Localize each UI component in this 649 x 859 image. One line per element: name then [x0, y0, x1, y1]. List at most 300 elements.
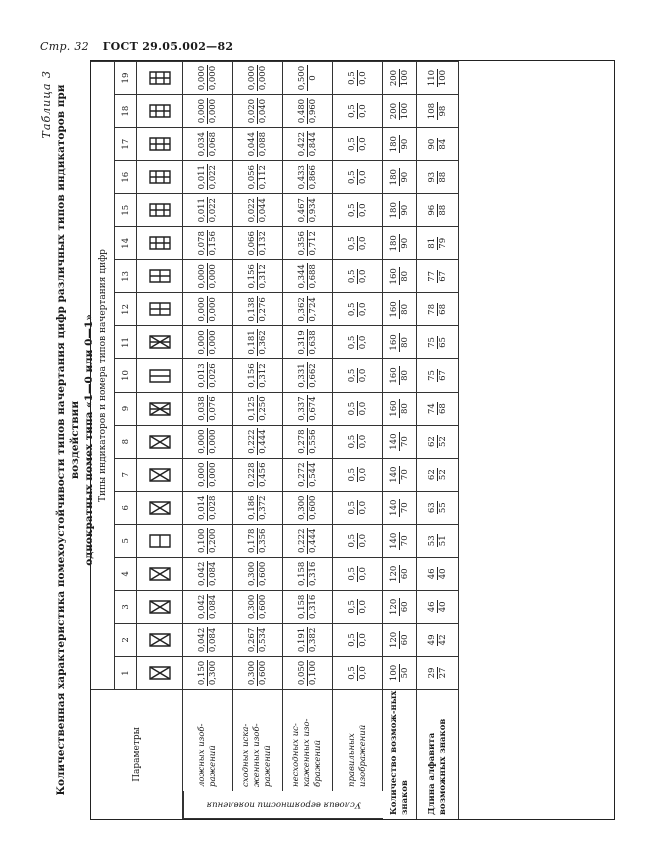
table-cell	[333, 458, 383, 491]
fraction-numerator: 0,222	[247, 429, 257, 454]
fraction-numerator: 63	[427, 502, 437, 514]
fraction-denominator: 0,000	[258, 65, 268, 91]
fraction-value	[427, 171, 448, 184]
fraction-denominator: 0,084	[208, 627, 218, 653]
fraction-numerator: 0,300	[297, 495, 307, 520]
fraction-denominator: 0,712	[308, 231, 318, 256]
fraction-denominator: 84	[438, 138, 448, 150]
page-number: Стр. 32	[40, 40, 89, 53]
column-number: 3	[115, 590, 137, 623]
table-cell	[233, 292, 283, 325]
table-cell	[383, 656, 417, 689]
fraction-denominator: 70	[400, 502, 410, 514]
table-cell	[383, 160, 417, 193]
fraction-value	[427, 336, 448, 349]
fraction-numerator: 0,5	[347, 633, 357, 647]
fraction-value	[347, 566, 368, 582]
segment-digit-icon	[137, 127, 183, 160]
fraction-value	[247, 627, 268, 653]
fraction-denominator: 40	[438, 568, 448, 580]
fraction-numerator: 0,5	[347, 302, 357, 317]
table-cell	[283, 94, 333, 127]
table-cell	[233, 557, 283, 590]
fraction-value	[197, 462, 218, 488]
fraction-numerator: 0,056	[247, 165, 257, 190]
fraction-value	[427, 102, 448, 120]
fraction-denominator: 27	[438, 667, 448, 679]
fraction-value	[297, 594, 318, 620]
fraction-value	[247, 296, 268, 322]
row-label: Длина алфавита возможных знаков	[417, 689, 459, 819]
fraction-numerator: 160	[389, 400, 399, 417]
segment-digit-icon	[137, 61, 183, 94]
fraction-value	[389, 333, 410, 351]
fraction-numerator: 81	[427, 237, 437, 249]
fraction-value	[297, 197, 318, 223]
fraction-denominator: 0,000	[208, 462, 218, 487]
fraction-value	[347, 236, 368, 252]
table-cell	[417, 358, 459, 391]
fraction-numerator: 200	[389, 102, 399, 120]
table-cell	[383, 392, 417, 425]
fraction-value	[247, 594, 268, 620]
segment-glyph	[148, 401, 172, 417]
fraction-denominator: 0,316	[308, 561, 318, 586]
row-label: Количество возмож-ных знаков	[383, 689, 417, 819]
fraction-value	[427, 600, 448, 613]
fraction-numerator: 0,5	[347, 269, 357, 284]
table-cell	[283, 491, 333, 524]
table-cell	[383, 226, 417, 259]
fraction-numerator: 0,267	[247, 627, 257, 653]
fraction-numerator: 0,066	[247, 231, 257, 256]
segment-digit-icon	[137, 94, 183, 127]
fraction-numerator: 0,038	[197, 396, 207, 421]
fraction-denominator: 68	[438, 303, 448, 315]
fraction-value	[427, 138, 448, 151]
fraction-denominator: 70	[400, 469, 410, 481]
fraction-numerator: 0,467	[297, 198, 307, 223]
fraction-value	[247, 263, 268, 289]
fraction-numerator: 0,331	[297, 363, 307, 388]
table-cell	[417, 425, 459, 458]
fraction-value	[197, 65, 218, 91]
fraction-numerator: 100	[389, 664, 399, 682]
fraction-denominator: 0,356	[258, 528, 268, 553]
fraction-denominator: 0,156	[208, 231, 218, 256]
table-cell	[333, 590, 383, 623]
table-cell	[333, 656, 383, 689]
table-cell	[383, 557, 417, 590]
fraction-value	[297, 362, 318, 388]
fraction-numerator: 0,300	[247, 660, 257, 686]
table-cell	[283, 226, 333, 259]
fraction-denominator: 79	[438, 237, 448, 249]
fraction-denominator: 0,000	[208, 429, 218, 454]
segment-digit-icon	[137, 292, 183, 325]
column-number: 5	[115, 524, 137, 557]
fraction-value	[347, 665, 368, 681]
fraction-denominator: 0,556	[308, 429, 318, 454]
fraction-denominator: 0,0	[358, 500, 368, 515]
fraction-denominator: 90	[400, 138, 410, 150]
fraction-numerator: 0,186	[247, 495, 257, 520]
fraction-denominator: 0,076	[208, 396, 218, 421]
table-cell	[383, 127, 417, 160]
table-cell	[417, 94, 459, 127]
fraction-numerator: 0,5	[347, 467, 357, 482]
table-cell	[183, 524, 233, 557]
table-cell	[283, 557, 333, 590]
table-cell	[183, 127, 233, 160]
fraction-value	[427, 69, 448, 87]
fraction-value	[197, 131, 218, 157]
fraction-denominator: 100	[400, 102, 410, 120]
table-cell	[333, 61, 383, 94]
fraction-denominator: 0,444	[258, 429, 268, 454]
table-cell	[417, 623, 459, 656]
fraction-numerator: 0,5	[347, 203, 357, 218]
column-number: 19	[115, 61, 137, 94]
fraction-numerator: 0,158	[297, 594, 307, 620]
fraction-value	[389, 201, 410, 219]
segment-glyph	[148, 632, 172, 648]
fraction-numerator: 200	[389, 69, 399, 87]
table-cell	[283, 623, 333, 656]
fraction-numerator: 0,5	[347, 401, 357, 416]
fraction-value	[427, 402, 448, 415]
table-cell	[233, 458, 283, 491]
fraction-value	[197, 561, 218, 587]
fraction-denominator: 0,444	[308, 528, 318, 553]
segment-glyph	[148, 136, 172, 152]
segment-glyph	[148, 202, 172, 218]
table-cell	[233, 358, 283, 391]
fraction-numerator: 120	[389, 598, 399, 615]
fraction-value	[297, 428, 318, 454]
fraction-value	[347, 533, 368, 549]
fraction-denominator: 0,0	[358, 368, 368, 383]
table-cell	[333, 160, 383, 193]
fraction-value	[297, 131, 318, 157]
fraction-numerator: 46	[427, 601, 437, 613]
fraction-numerator: 96	[427, 204, 437, 216]
fraction-value	[297, 528, 318, 554]
segment-glyph	[148, 500, 172, 516]
fraction-value	[197, 230, 218, 256]
table-cell	[417, 325, 459, 358]
fraction-numerator: 29	[427, 667, 437, 679]
table-cell	[417, 590, 459, 623]
side-label: Условия вероятности появления	[183, 791, 383, 819]
fraction-value	[347, 136, 368, 152]
fraction-value	[247, 131, 268, 157]
fraction-numerator: 0,480	[297, 98, 307, 124]
fraction-value	[389, 69, 410, 87]
fraction-denominator: 60	[400, 601, 410, 613]
fraction-denominator: 0,600	[258, 594, 268, 620]
fraction-denominator: 80	[400, 403, 410, 414]
fraction-value	[297, 561, 318, 587]
fraction-denominator: 0,250	[258, 396, 268, 421]
fraction-numerator: 62	[427, 436, 437, 448]
fraction-denominator: 0,040	[258, 98, 268, 124]
fraction-denominator: 80	[400, 370, 410, 381]
fraction-value	[247, 462, 268, 488]
fraction-value	[247, 395, 268, 421]
fraction-numerator: 0,042	[197, 627, 207, 653]
fraction-denominator: 0,600	[258, 660, 268, 686]
column-number: 11	[115, 325, 137, 358]
segment-digit-icon	[137, 623, 183, 656]
fraction-denominator: 0,022	[208, 198, 218, 223]
fraction-numerator: 0,000	[197, 98, 207, 124]
fraction-numerator: 0,356	[297, 231, 307, 256]
fraction-value	[427, 369, 448, 382]
fraction-denominator: 0,026	[208, 363, 218, 388]
segment-glyph	[148, 169, 172, 185]
fraction-numerator: 0,125	[247, 396, 257, 421]
segment-digit-icon	[137, 392, 183, 425]
table-cell	[183, 392, 233, 425]
fraction-value	[389, 366, 410, 384]
table-cell	[233, 425, 283, 458]
table-cell	[233, 491, 283, 524]
fraction-numerator: 108	[427, 102, 437, 120]
fraction-numerator: 0,100	[197, 528, 207, 553]
fraction-numerator: 74	[427, 403, 437, 414]
table-cell	[383, 590, 417, 623]
fraction-value	[297, 395, 318, 421]
table-cell	[417, 226, 459, 259]
table-cell	[333, 127, 383, 160]
segment-digit-icon	[137, 590, 183, 623]
fraction-value	[389, 234, 410, 252]
fraction-denominator: 80	[400, 337, 410, 348]
fraction-denominator: 52	[438, 469, 448, 481]
fraction-numerator: 0,044	[247, 131, 257, 157]
fraction-denominator: 98	[438, 105, 448, 117]
fraction-denominator: 0,0	[358, 401, 368, 416]
fraction-numerator: 0,228	[247, 462, 257, 487]
fraction-numerator: 75	[427, 370, 437, 381]
fraction-numerator: 0,500	[297, 65, 307, 91]
fraction-denominator: 0,0	[358, 434, 368, 449]
table-cell	[333, 491, 383, 524]
fraction-denominator: 0,960	[308, 98, 318, 124]
fraction-numerator: 0,5	[347, 534, 357, 548]
fraction-numerator: 0,181	[247, 330, 257, 355]
table-cell	[283, 259, 333, 292]
column-number: 16	[115, 160, 137, 193]
fraction-denominator: 0,0	[358, 170, 368, 184]
fraction-value	[347, 434, 368, 450]
fraction-value	[427, 270, 448, 283]
fraction-denominator: 100	[438, 69, 448, 87]
fraction-denominator: 0,276	[258, 297, 268, 322]
fraction-denominator: 0,0	[358, 534, 368, 548]
fraction-denominator: 0,0	[358, 302, 368, 317]
fraction-denominator: 0,600	[308, 495, 318, 520]
segment-digit-icon	[137, 425, 183, 458]
fraction-numerator: 0,178	[247, 528, 257, 553]
fraction-value	[389, 433, 410, 451]
fraction-denominator: 0	[308, 75, 318, 81]
fraction-value	[197, 594, 218, 620]
fraction-numerator: 180	[389, 169, 399, 186]
table-cell	[183, 193, 233, 226]
fraction-value	[197, 395, 218, 421]
table-cell	[183, 358, 233, 391]
table-cell	[183, 61, 233, 94]
column-number: 18	[115, 94, 137, 127]
table-cell	[333, 358, 383, 391]
fraction-numerator: 0,300	[247, 561, 257, 586]
table-cell	[183, 325, 233, 358]
table-cell	[183, 292, 233, 325]
fraction-numerator: 0,5	[347, 104, 357, 118]
table-cell	[233, 94, 283, 127]
fraction-denominator: 0,638	[308, 330, 318, 355]
fraction-value	[247, 98, 268, 124]
table-cell	[183, 259, 233, 292]
fraction-value	[389, 664, 410, 682]
fraction-denominator: 88	[438, 171, 448, 183]
table-cell	[333, 193, 383, 226]
fraction-denominator: 0,662	[308, 363, 318, 388]
fraction-value	[427, 468, 448, 481]
fraction-value	[347, 269, 368, 285]
table-cell	[417, 524, 459, 557]
fraction-denominator: 0,0	[358, 567, 368, 581]
segment-glyph	[148, 103, 172, 119]
fraction-denominator: 67	[438, 270, 448, 282]
fraction-denominator: 0,316	[308, 594, 318, 620]
fraction-denominator: 90	[400, 171, 410, 183]
fraction-value	[347, 335, 368, 351]
fraction-numerator: 53	[427, 535, 437, 547]
fraction-value	[297, 296, 318, 322]
table-cell	[383, 623, 417, 656]
fraction-denominator: 0,000	[208, 98, 218, 124]
segment-digit-icon	[137, 491, 183, 524]
fraction-value	[389, 399, 410, 417]
fraction-value	[197, 98, 218, 124]
fraction-numerator: 0,158	[297, 561, 307, 586]
fraction-denominator: 60	[400, 634, 410, 646]
fraction-numerator: 0,5	[347, 368, 357, 383]
table-cell	[333, 94, 383, 127]
fraction-value	[347, 103, 368, 119]
row-label: правильных изображений	[333, 689, 383, 791]
fraction-numerator: 0,050	[297, 660, 307, 686]
column-number: 17	[115, 127, 137, 160]
table-cell	[183, 557, 233, 590]
table-cell	[417, 160, 459, 193]
fraction-denominator: 80	[400, 270, 410, 282]
table-cell	[183, 160, 233, 193]
segment-glyph	[148, 599, 172, 615]
table-cell	[333, 392, 383, 425]
table-cell	[283, 458, 333, 491]
fraction-denominator: 0,382	[308, 627, 318, 653]
segment-digit-icon	[137, 226, 183, 259]
table-cell	[417, 458, 459, 491]
table-cell	[183, 656, 233, 689]
fraction-numerator: 0,344	[297, 264, 307, 289]
fraction-value	[297, 230, 318, 256]
fraction-numerator: 0,5	[347, 170, 357, 184]
table-cell	[283, 425, 333, 458]
fraction-numerator: 93	[427, 171, 437, 183]
fraction-numerator: 0,013	[197, 363, 207, 388]
fraction-value	[297, 495, 318, 521]
table-cell	[233, 160, 283, 193]
fraction-denominator: 0,0	[358, 203, 368, 218]
table-cell	[417, 127, 459, 160]
fraction-numerator: 0,000	[197, 330, 207, 355]
fraction-denominator: 0,0	[358, 269, 368, 284]
fraction-denominator: 0,0	[358, 236, 368, 251]
fraction-value	[297, 98, 318, 124]
fraction-denominator: 0,028	[208, 495, 218, 520]
segment-digit-icon	[137, 259, 183, 292]
segment-digit-icon	[137, 524, 183, 557]
fraction-value	[197, 495, 218, 521]
table-cell	[183, 94, 233, 127]
fraction-numerator: 0,020	[247, 98, 257, 124]
fraction-numerator: 78	[427, 303, 437, 315]
fraction-numerator: 49	[427, 634, 437, 646]
fraction-value	[389, 135, 410, 153]
fraction-value	[197, 197, 218, 223]
fraction-numerator: 0,5	[347, 434, 357, 449]
table-cell	[233, 259, 283, 292]
fraction-numerator: 180	[389, 136, 399, 153]
fraction-value	[247, 660, 268, 686]
fraction-numerator: 0,222	[297, 528, 307, 553]
fraction-numerator: 0,042	[197, 561, 207, 586]
fraction-value	[347, 632, 368, 648]
table-cell	[233, 590, 283, 623]
segment-digit-icon	[137, 325, 183, 358]
fraction-numerator: 0,011	[197, 165, 207, 190]
fraction-numerator: 0,000	[197, 65, 207, 91]
fraction-denominator: 40	[438, 601, 448, 613]
fraction-value	[297, 462, 318, 488]
fraction-value	[347, 302, 368, 318]
fraction-denominator: 0,000	[208, 65, 218, 91]
fraction-denominator: 0,0	[358, 600, 368, 614]
table-cell	[417, 557, 459, 590]
column-number: 13	[115, 259, 137, 292]
fraction-numerator: 0,011	[197, 198, 207, 223]
fraction-numerator: 160	[389, 268, 399, 285]
fraction-denominator: 90	[400, 204, 410, 216]
segment-glyph	[148, 533, 172, 549]
fraction-numerator: 0,5	[347, 71, 357, 85]
fraction-value	[347, 70, 368, 86]
segment-digit-icon	[137, 458, 183, 491]
caption-line-1: Количественная характеристика помехоустойчивости типов начертания цифр различных типов индикаторов при воздействии	[55, 84, 81, 796]
row-label: ложных изоб-ражений	[183, 689, 233, 791]
table-cell	[233, 656, 283, 689]
gost-title: ГОСТ 29.05.002—82	[102, 40, 234, 53]
fraction-value	[427, 634, 448, 647]
fraction-denominator: 0,688	[308, 264, 318, 289]
fraction-denominator: 51	[438, 535, 448, 547]
table-cell	[183, 491, 233, 524]
